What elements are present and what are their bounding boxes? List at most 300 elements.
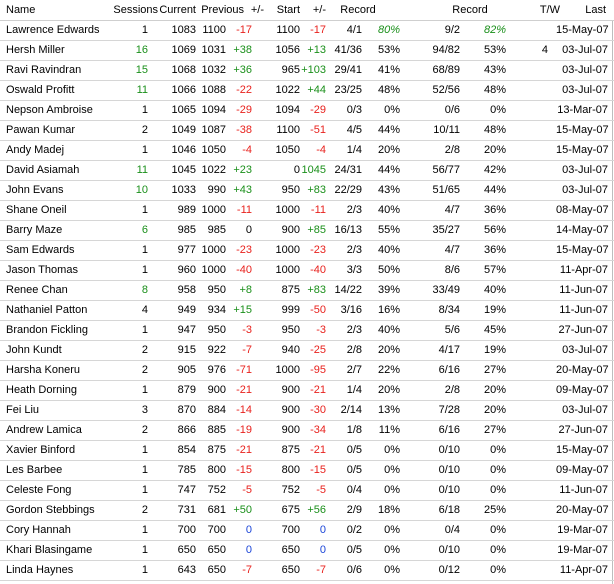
cell-start: 875 — [281, 284, 300, 296]
cell-last: 11-Jun-07 — [559, 304, 608, 316]
cell-diff-start: +13 — [307, 44, 326, 56]
cell-last: 19-Mar-07 — [557, 544, 608, 556]
table-row — [0, 360, 614, 381]
cell-last: 13-Mar-07 — [557, 104, 608, 116]
cell-start: 1100 — [276, 124, 300, 136]
cell-pct-total: 20% — [483, 144, 506, 156]
cell-sessions: 1 — [141, 384, 148, 396]
cell-previous: 950 — [207, 324, 226, 336]
cell-sessions: 1 — [141, 564, 148, 576]
table-row — [0, 140, 614, 161]
cell-diff-start: -25 — [310, 344, 326, 356]
header-record-total: Record — [452, 4, 488, 16]
cell-current: 866 — [177, 424, 196, 436]
cell-name: John Kundt — [6, 344, 62, 356]
cell-record-recent: 0/5 — [346, 464, 362, 476]
table-row — [0, 180, 614, 201]
cell-previous: 800 — [207, 464, 226, 476]
cell-diff-previous: -7 — [242, 564, 252, 576]
cell-previous: 1087 — [201, 124, 226, 136]
cell-diff-start: -3 — [316, 324, 326, 336]
cell-name: Shane Oneil — [6, 204, 67, 216]
cell-previous: 922 — [207, 344, 226, 356]
cell-start: 800 — [281, 464, 300, 476]
cell-name: Nathaniel Patton — [6, 304, 88, 316]
table-row — [0, 240, 614, 261]
cell-record-recent: 1/8 — [346, 424, 362, 436]
cell-pct-recent: 18% — [377, 504, 400, 516]
cell-pct-total: 25% — [483, 504, 506, 516]
cell-pct-recent: 43% — [377, 184, 400, 196]
cell-sessions: 1 — [141, 464, 148, 476]
cell-pct-recent: 20% — [377, 344, 400, 356]
cell-previous: 985 — [207, 224, 226, 236]
cell-name: Nepson Ambroise — [6, 104, 93, 116]
cell-record-total: 0/10 — [438, 444, 460, 456]
cell-last: 09-May-07 — [556, 384, 609, 396]
cell-current: 1083 — [171, 24, 196, 36]
cell-current: 947 — [177, 324, 196, 336]
cell-pct-recent: 48% — [377, 84, 400, 96]
cell-pct-recent: 80% — [377, 24, 400, 36]
cell-pct-total: 0% — [490, 444, 506, 456]
cell-diff-start: -4 — [316, 144, 326, 156]
table-row — [0, 540, 614, 561]
cell-diff-previous: -38 — [236, 124, 252, 136]
cell-sessions: 2 — [141, 364, 148, 376]
cell-sessions: 1 — [141, 104, 148, 116]
table-row — [0, 280, 614, 301]
header-name: Name — [6, 4, 36, 16]
cell-pct-total: 82% — [483, 24, 506, 36]
cell-start: 1000 — [275, 244, 300, 256]
cell-sessions: 1 — [141, 444, 148, 456]
cell-last: 03-Jul-07 — [562, 164, 608, 176]
cell-tw: 4 — [541, 44, 548, 56]
cell-record-total: 10/11 — [433, 124, 460, 136]
cell-current: 1046 — [171, 144, 196, 156]
cell-name: Brandon Fickling — [6, 324, 88, 336]
cell-pct-recent: 44% — [377, 164, 400, 176]
cell-record-total: 6/16 — [438, 364, 460, 376]
cell-pct-total: 36% — [483, 204, 506, 216]
cell-pct-total: 0% — [490, 464, 506, 476]
cell-start: 1022 — [275, 84, 300, 96]
cell-sessions: 11 — [136, 84, 148, 96]
cell-current: 879 — [177, 384, 196, 396]
cell-current: 854 — [177, 444, 196, 456]
cell-diff-start: -21 — [310, 444, 326, 456]
cell-pct-total: 27% — [483, 424, 506, 436]
cell-current: 1045 — [171, 164, 196, 176]
header-diff-start: +/- — [312, 4, 326, 16]
cell-pct-recent: 50% — [377, 264, 400, 276]
cell-name: Lawrence Edwards — [6, 24, 100, 36]
cell-last: 03-Jul-07 — [562, 184, 608, 196]
cell-name: Oswald Profitt — [6, 84, 75, 96]
table-row — [0, 560, 614, 581]
cell-diff-start: -11 — [310, 204, 326, 216]
cell-previous: 1000 — [201, 264, 226, 276]
cell-record-total: 52/56 — [432, 84, 460, 96]
cell-diff-start: +56 — [307, 504, 326, 516]
cell-pct-total: 45% — [483, 324, 506, 336]
cell-name: Andy Madej — [6, 144, 65, 156]
cell-pct-total: 27% — [483, 364, 506, 376]
cell-sessions: 1 — [141, 24, 148, 36]
cell-record-total: 0/4 — [444, 524, 460, 536]
cell-pct-total: 48% — [483, 84, 506, 96]
table-row — [0, 320, 614, 341]
header-record-recent: Record — [340, 4, 376, 16]
cell-name: Barry Maze — [6, 224, 63, 236]
table-header-row — [0, 0, 614, 21]
cell-name: Gordon Stebbings — [6, 504, 95, 516]
cell-diff-start: -5 — [316, 484, 326, 496]
cell-current: 1069 — [171, 44, 196, 56]
cell-pct-total: 56% — [483, 224, 506, 236]
cell-start: 1000 — [275, 264, 300, 276]
cell-name: Sam Edwards — [6, 244, 75, 256]
cell-last: 03-Jul-07 — [562, 404, 608, 416]
cell-start: 1000 — [275, 204, 300, 216]
cell-previous: 1000 — [201, 204, 226, 216]
cell-last: 03-Jul-07 — [562, 84, 608, 96]
cell-previous: 1094 — [201, 104, 226, 116]
cell-last: 15-May-07 — [556, 124, 609, 136]
cell-diff-start: -15 — [310, 464, 326, 476]
cell-start: 700 — [281, 524, 300, 536]
cell-diff-start: -7 — [316, 564, 326, 576]
cell-pct-recent: 0% — [384, 524, 400, 536]
cell-record-total: 35/27 — [432, 224, 460, 236]
table-row — [0, 500, 614, 521]
cell-last: 09-May-07 — [556, 464, 609, 476]
cell-previous: 900 — [207, 384, 226, 396]
cell-sessions: 3 — [141, 404, 148, 416]
cell-start: 0 — [293, 164, 300, 176]
table-row — [0, 400, 614, 421]
cell-pct-recent: 22% — [377, 364, 400, 376]
cell-record-recent: 3/16 — [340, 304, 362, 316]
cell-pct-recent: 20% — [377, 144, 400, 156]
cell-record-recent: 22/29 — [334, 184, 362, 196]
cell-previous: 875 — [207, 444, 226, 456]
cell-diff-previous: 0 — [245, 224, 252, 236]
cell-current: 650 — [177, 544, 196, 556]
cell-pct-recent: 16% — [377, 304, 400, 316]
cell-previous: 976 — [207, 364, 226, 376]
cell-record-total: 8/6 — [444, 264, 460, 276]
cell-previous: 990 — [207, 184, 226, 196]
table-row — [0, 300, 614, 321]
cell-diff-start: -50 — [310, 304, 326, 316]
table-row — [0, 520, 614, 541]
cell-sessions: 10 — [135, 184, 148, 196]
cell-start: 675 — [281, 504, 300, 516]
header-last: Last — [585, 4, 606, 16]
cell-sessions: 1 — [141, 264, 148, 276]
cell-pct-recent: 20% — [377, 384, 400, 396]
cell-name: Jason Thomas — [6, 264, 78, 276]
cell-sessions: 1 — [141, 204, 148, 216]
cell-last: 27-Jun-07 — [558, 324, 608, 336]
cell-record-total: 8/34 — [438, 304, 460, 316]
table-row — [0, 160, 614, 181]
cell-record-total: 7/28 — [438, 404, 460, 416]
cell-pct-total: 53% — [483, 44, 506, 56]
cell-sessions: 8 — [141, 284, 148, 296]
cell-pct-recent: 0% — [384, 464, 400, 476]
cell-diff-start: -17 — [310, 24, 326, 36]
cell-name: David Asiamah — [6, 164, 80, 176]
cell-record-total: 9/2 — [444, 24, 460, 36]
header-current: Current — [159, 4, 196, 16]
table-row — [0, 60, 614, 81]
cell-record-total: 51/65 — [432, 184, 460, 196]
cell-sessions: 16 — [135, 44, 148, 56]
cell-previous: 934 — [207, 304, 226, 316]
cell-current: 949 — [177, 304, 196, 316]
cell-last: 03-Jul-07 — [562, 64, 608, 76]
cell-record-recent: 4/1 — [346, 24, 362, 36]
cell-start: 752 — [281, 484, 300, 496]
cell-sessions: 1 — [141, 324, 148, 336]
cell-sessions: 2 — [141, 124, 148, 136]
cell-pct-recent: 39% — [377, 284, 400, 296]
cell-previous: 1000 — [201, 244, 226, 256]
cell-pct-total: 40% — [483, 284, 506, 296]
cell-start: 1050 — [275, 144, 300, 156]
cell-diff-previous: +38 — [233, 44, 252, 56]
cell-record-recent: 0/4 — [346, 484, 362, 496]
cell-record-total: 4/17 — [438, 344, 460, 356]
cell-previous: 1032 — [201, 64, 226, 76]
cell-diff-start: -30 — [310, 404, 326, 416]
cell-diff-previous: +36 — [233, 64, 252, 76]
cell-start: 1100 — [276, 24, 300, 36]
cell-pct-recent: 0% — [384, 104, 400, 116]
cell-diff-start: +103 — [301, 64, 326, 76]
cell-pct-recent: 0% — [384, 484, 400, 496]
cell-current: 1068 — [171, 64, 196, 76]
cell-previous: 885 — [207, 424, 226, 436]
cell-record-total: 0/10 — [438, 464, 460, 476]
cell-pct-recent: 55% — [377, 224, 400, 236]
cell-diff-start: -23 — [310, 244, 326, 256]
cell-current: 958 — [177, 284, 196, 296]
cell-sessions: 2 — [141, 504, 148, 516]
cell-current: 985 — [177, 224, 196, 236]
cell-current: 1049 — [171, 124, 196, 136]
cell-start: 940 — [281, 344, 300, 356]
cell-name: Renee Chan — [6, 284, 68, 296]
cell-previous: 700 — [207, 524, 226, 536]
cell-pct-recent: 0% — [384, 564, 400, 576]
table-row — [0, 120, 614, 141]
table-row — [0, 100, 614, 121]
cell-pct-recent: 0% — [384, 444, 400, 456]
cell-record-recent: 0/5 — [346, 444, 362, 456]
cell-diff-previous: -5 — [242, 484, 252, 496]
table-row — [0, 380, 614, 401]
cell-last: 15-May-07 — [556, 444, 609, 456]
cell-record-recent: 41/36 — [334, 44, 362, 56]
cell-diff-start: +85 — [307, 224, 326, 236]
cell-record-recent: 0/2 — [346, 524, 362, 536]
cell-last: 15-May-07 — [556, 244, 609, 256]
cell-current: 785 — [177, 464, 196, 476]
cell-record-total: 94/82 — [432, 44, 460, 56]
cell-name: Cory Hannah — [6, 524, 71, 536]
cell-diff-start: 0 — [319, 524, 326, 536]
cell-record-recent: 2/14 — [340, 404, 362, 416]
cell-diff-previous: +8 — [239, 284, 252, 296]
cell-sessions: 1 — [141, 524, 148, 536]
cell-pct-recent: 0% — [384, 544, 400, 556]
cell-record-recent: 24/31 — [334, 164, 362, 176]
cell-record-total: 0/12 — [438, 564, 460, 576]
cell-sessions: 11 — [136, 164, 148, 176]
cell-last: 11-Apr-07 — [559, 564, 608, 576]
cell-sessions: 6 — [141, 224, 148, 236]
cell-diff-previous: -21 — [236, 384, 252, 396]
cell-previous: 681 — [207, 504, 226, 516]
cell-diff-previous: 0 — [245, 544, 252, 556]
cell-sessions: 1 — [141, 484, 148, 496]
table-row — [0, 460, 614, 481]
cell-sessions: 1 — [141, 144, 148, 156]
cell-record-total: 4/7 — [444, 204, 460, 216]
cell-record-recent: 3/3 — [346, 264, 362, 276]
cell-current: 915 — [177, 344, 196, 356]
cell-record-total: 33/49 — [432, 284, 460, 296]
cell-start: 900 — [281, 224, 300, 236]
cell-current: 1033 — [171, 184, 196, 196]
cell-pct-total: 44% — [483, 184, 506, 196]
cell-start: 950 — [281, 324, 300, 336]
cell-diff-previous: -40 — [236, 264, 252, 276]
cell-record-recent: 2/8 — [346, 344, 362, 356]
cell-previous: 650 — [207, 564, 226, 576]
cell-current: 700 — [177, 524, 196, 536]
cell-sessions: 1 — [141, 544, 148, 556]
cell-diff-start: -21 — [310, 384, 326, 396]
cell-current: 643 — [177, 564, 196, 576]
cell-current: 977 — [177, 244, 196, 256]
cell-last: 14-May-07 — [556, 224, 609, 236]
cell-previous: 1022 — [201, 164, 226, 176]
cell-previous: 1050 — [201, 144, 226, 156]
cell-pct-total: 20% — [483, 404, 506, 416]
cell-start: 1000 — [275, 364, 300, 376]
cell-sessions: 2 — [141, 344, 148, 356]
table-row — [0, 200, 614, 221]
cell-diff-start: -40 — [310, 264, 326, 276]
cell-diff-start: 0 — [319, 544, 326, 556]
cell-record-recent: 1/4 — [346, 144, 362, 156]
cell-start: 900 — [281, 384, 300, 396]
cell-record-recent: 0/3 — [346, 104, 362, 116]
cell-name: Harsha Koneru — [6, 364, 80, 376]
cell-record-total: 2/8 — [444, 144, 460, 156]
cell-pct-total: 36% — [483, 244, 506, 256]
cell-diff-previous: -3 — [242, 324, 252, 336]
cell-pct-recent: 11% — [378, 424, 400, 436]
cell-name: Pawan Kumar — [6, 124, 76, 136]
table-row — [0, 420, 614, 441]
cell-last: 15-May-07 — [556, 144, 609, 156]
cell-diff-previous: +50 — [233, 504, 252, 516]
cell-diff-start: +83 — [307, 284, 326, 296]
cell-record-recent: 2/9 — [346, 504, 362, 516]
cell-record-total: 56/77 — [432, 164, 460, 176]
cell-pct-total: 0% — [490, 544, 506, 556]
cell-record-recent: 14/22 — [334, 284, 362, 296]
table-row — [0, 260, 614, 281]
cell-record-recent: 2/7 — [346, 364, 362, 376]
cell-diff-start: -34 — [310, 424, 326, 436]
cell-name: Andrew Lamica — [6, 424, 82, 436]
cell-pct-recent: 44% — [377, 124, 400, 136]
cell-pct-total: 48% — [483, 124, 506, 136]
cell-pct-total: 19% — [483, 344, 506, 356]
cell-name: Linda Haynes — [6, 564, 74, 576]
cell-diff-previous: -21 — [236, 444, 252, 456]
cell-diff-previous: 0 — [245, 524, 252, 536]
cell-start: 650 — [281, 564, 300, 576]
cell-pct-recent: 40% — [377, 244, 400, 256]
cell-name: John Evans — [6, 184, 64, 196]
cell-start: 1094 — [275, 104, 300, 116]
table-row — [0, 40, 614, 61]
cell-previous: 752 — [207, 484, 226, 496]
cell-name: Fei Liu — [6, 404, 40, 416]
cell-diff-previous: -14 — [236, 404, 252, 416]
cell-record-recent: 0/6 — [346, 564, 362, 576]
cell-previous: 1031 — [201, 44, 226, 56]
table-row — [0, 220, 614, 241]
cell-record-recent: 2/3 — [346, 324, 362, 336]
cell-diff-start: 1045 — [301, 164, 326, 176]
table-row — [0, 340, 614, 361]
cell-current: 1065 — [171, 104, 196, 116]
cell-pct-total: 42% — [483, 164, 506, 176]
cell-diff-previous: -29 — [236, 104, 252, 116]
cell-name: Khari Blasingame — [6, 544, 93, 556]
cell-last: 11-Jun-07 — [559, 284, 608, 296]
cell-current: 1066 — [171, 84, 196, 96]
cell-current: 870 — [177, 404, 196, 416]
header-tw: T/W — [539, 4, 560, 16]
cell-previous: 884 — [207, 404, 226, 416]
cell-start: 950 — [281, 184, 300, 196]
cell-diff-start: -95 — [310, 364, 326, 376]
cell-sessions: 2 — [141, 424, 148, 436]
header-start: Start — [276, 4, 300, 16]
cell-last: 19-Mar-07 — [557, 524, 608, 536]
cell-record-total: 6/18 — [438, 504, 460, 516]
cell-record-recent: 0/5 — [346, 544, 362, 556]
cell-pct-recent: 41% — [377, 64, 400, 76]
cell-diff-previous: +23 — [233, 164, 252, 176]
cell-record-recent: 2/3 — [346, 204, 362, 216]
cell-diff-previous: -17 — [236, 24, 252, 36]
cell-start: 999 — [281, 304, 300, 316]
cell-name: Xavier Binford — [6, 444, 76, 456]
cell-start: 900 — [281, 424, 300, 436]
cell-diff-start: -29 — [310, 104, 326, 116]
